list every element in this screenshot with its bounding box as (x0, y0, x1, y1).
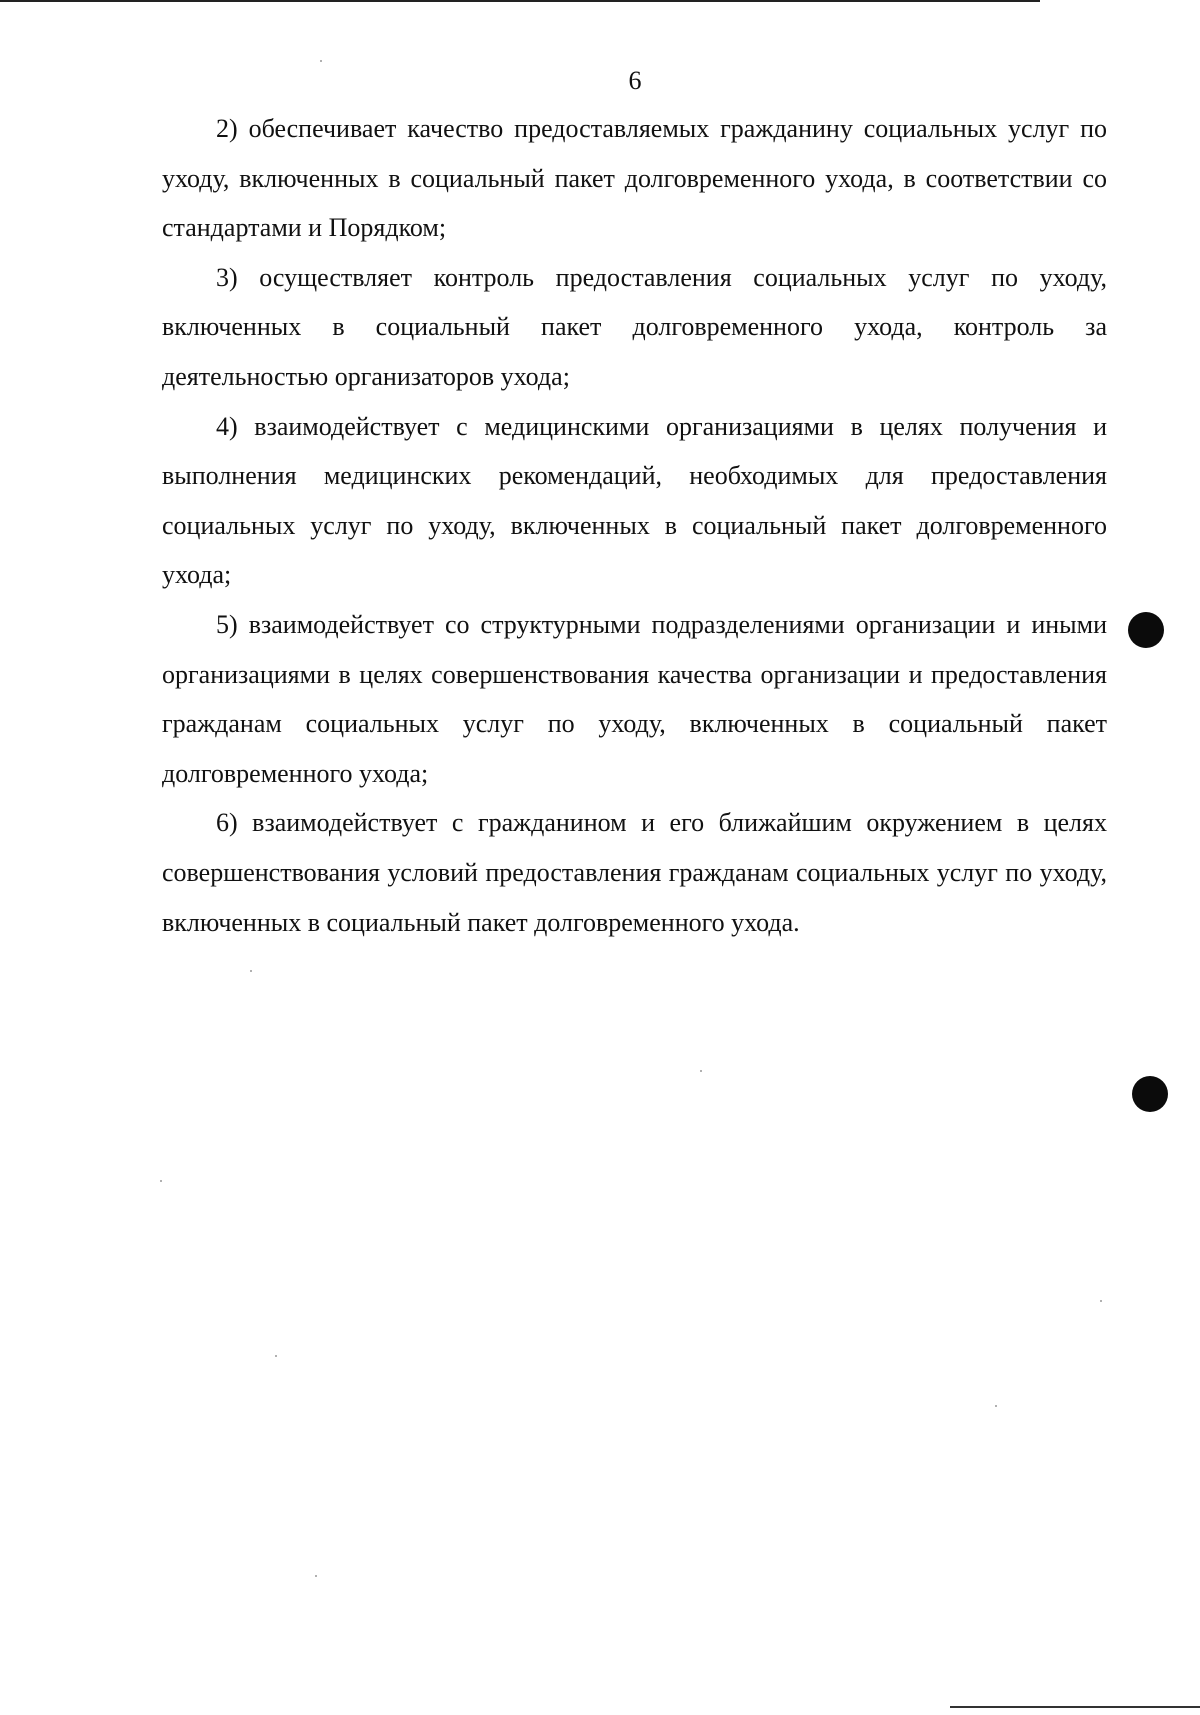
top-edge-line (0, 0, 1040, 2)
paragraph-item-6: 6) взаимодействует с гражданином и его ближайшим окружением в целях совершенствования условий предоставления гражданам социальных услуг по уходу, включенных в социальный пакет долговременного ухода. (162, 808, 1107, 937)
paragraph-item-2: 2) обеспечивает качество предоставляемых гражданину социальных услуг по уходу, включенных в социальный пакет долговременного ухода, в соответствии со стандартами и Порядком; (162, 114, 1107, 243)
body-text (162, 104, 1107, 947)
page-number: 6 (628, 66, 642, 95)
scan-speck (700, 1070, 702, 1072)
scan-speck (275, 1355, 277, 1357)
scan-speck (1100, 1300, 1102, 1302)
punch-hole-mark (1128, 612, 1164, 648)
bottom-edge-line (950, 1706, 1200, 1708)
punch-hole-mark (1132, 1076, 1168, 1112)
paragraph-item-4: 4) взаимодействует с медицинскими организациями в целях получения и выполнения медицинских рекомендаций, необходимых для предоставления социальных услуг по уходу, включенных в социальный пакет долговременного ухода; (162, 411, 1107, 590)
paragraph-item-5: 5) взаимодействует со структурными подразделениями организации и иными организациями в целях совершенствования качества организации и предоставления гражданам социальных услуг по уходу, включенных в социальный пакет долговременного ухода; (162, 609, 1107, 788)
scan-speck (160, 1180, 162, 1182)
scan-speck (320, 60, 322, 62)
scan-speck (315, 1575, 317, 1577)
scan-speck (995, 1405, 997, 1407)
scan-speck (250, 970, 252, 972)
paragraph-item-3: 3) осуществляет контроль предоставления социальных услуг по уходу, включенных в социальный пакет долговременного ухода, контроль за деятельностью организаторов ухода; (162, 262, 1107, 391)
